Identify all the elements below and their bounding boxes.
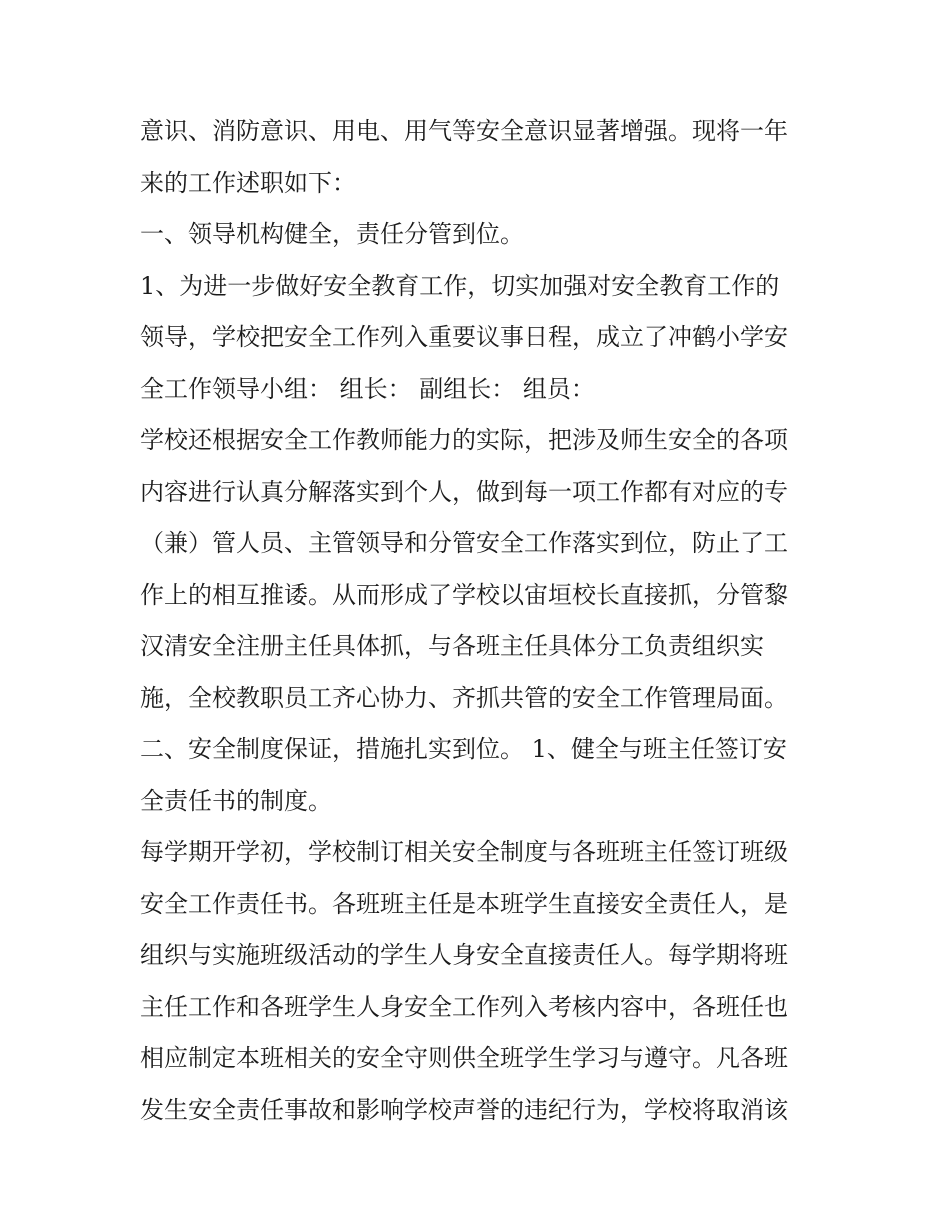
text-line: 相应制定本班相关的安全守则供全班学生学习与遵守。凡各班 xyxy=(140,1044,788,1072)
text-line: 来的工作述职如下： xyxy=(140,168,356,197)
text-line: 学校还根据安全工作教师能力的实际，把涉及师生安全的各项 xyxy=(140,426,788,454)
text-line: 每学期开学初，学校制订相关安全制度与各班班主任签订班级 xyxy=(140,838,788,866)
text-line: 全工作领导小组： 组长： 副组长： 组员： xyxy=(140,374,595,403)
section-heading: 二、安全制度保证，措施扎实到位。 1、健全与班主任签订安 xyxy=(140,735,787,763)
text-line: （兼）管人员、主管领导和分管安全工作落实到位，防止了工 xyxy=(140,529,788,557)
section-heading: 一、领导机构健全，责任分管到位。 xyxy=(140,220,524,248)
text-line: 组织与实施班级活动的学生人身安全直接责任人。每学期将班 xyxy=(140,941,788,969)
text-line: 安全工作责任书。各班班主任是本班学生直接安全责任人，是 xyxy=(140,889,788,918)
text-line: 施，全校教职员工齐心协力、齐抓共管的安全工作管理局面。 xyxy=(140,683,788,712)
text-line: 汉清安全注册主任具体抓，与各班主任具体分工负责组织实 xyxy=(140,632,764,660)
text-line: 发生安全责任事故和影响学校声誉的违纪行为，学校将取消该 xyxy=(140,1095,788,1124)
text-line: 作上的相互推诿。从而形成了学校以宙垣校长直接抓，分管黎 xyxy=(140,580,788,609)
text-line: 全责任书的制度。 xyxy=(140,786,332,815)
text-line: 主任工作和各班学生人身安全工作列入考核内容中，各班任也 xyxy=(140,992,788,1021)
text-line: 领导，学校把安全工作列入重要议事日程，成立了冲鹤小学安 xyxy=(140,323,788,351)
document-body xyxy=(140,106,820,1136)
text-line: 内容进行认真分解落实到个人，做到每一项工作都有对应的专 xyxy=(140,477,788,506)
text-line: 1、为进一步做好安全教育工作，切实加强对安全教育工作的 xyxy=(140,271,780,300)
text-line: 意识、消防意识、用电、用气等安全意识显著增强。现将一年 xyxy=(140,117,788,145)
